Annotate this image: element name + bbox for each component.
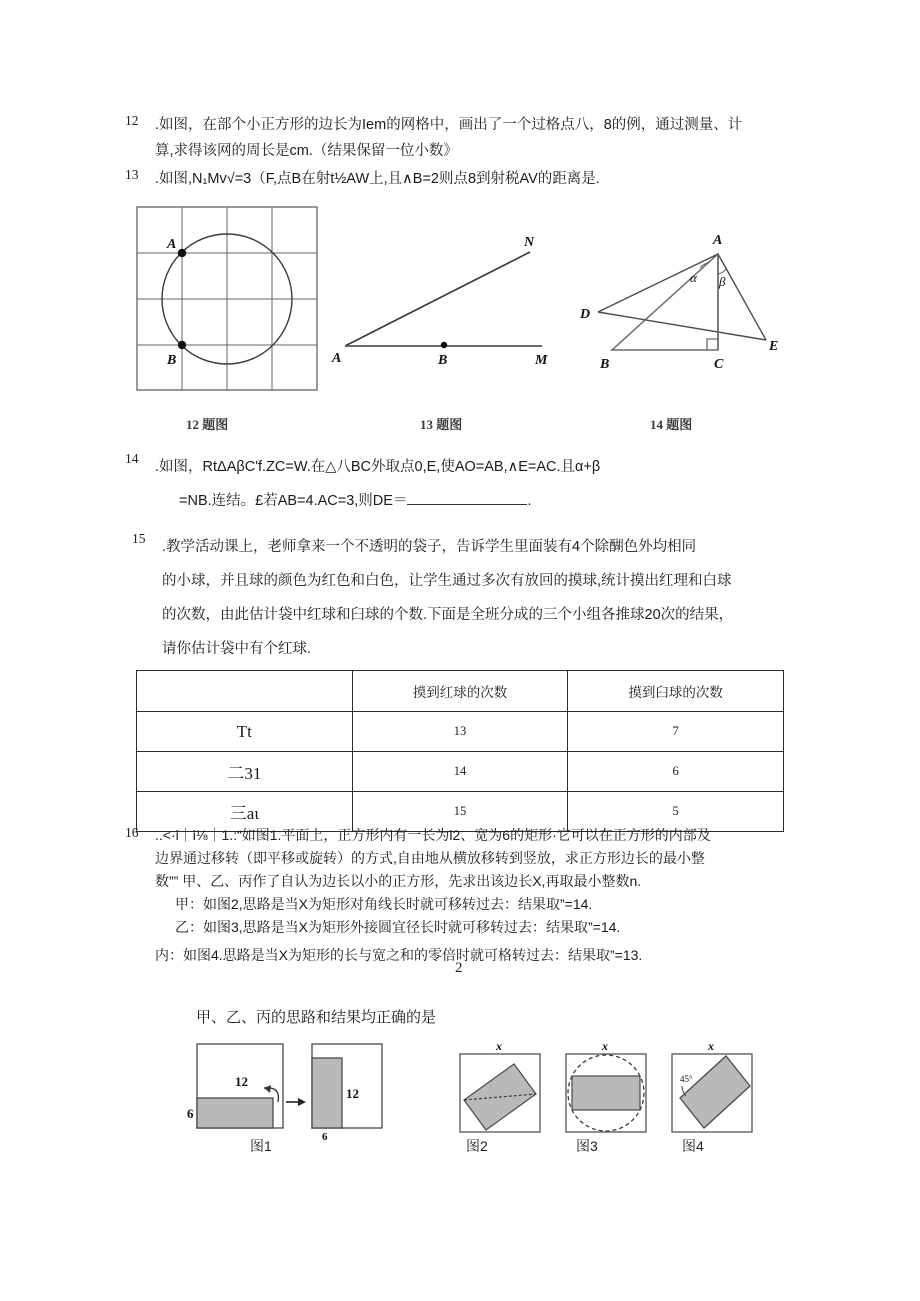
figure-14-label-C: C xyxy=(714,357,724,372)
figure-4-caption: 图4 xyxy=(682,1138,704,1154)
question-15-number: 15 xyxy=(132,531,146,546)
figure-1-caption: 图1 xyxy=(250,1138,272,1154)
table-row-3-red: 15 xyxy=(352,792,568,832)
figure-14-label-B: B xyxy=(600,357,610,372)
table-row-1-label: Tt xyxy=(137,712,353,752)
question-16-final-line: 甲、乙、丙的思路和结果均正确的是 xyxy=(196,1009,437,1026)
table-row-1-white: 7 xyxy=(568,712,784,752)
question-16-yi-line: 乙：如图3,思路是当X为矩形外接圆宜径长时就可移转过去：结果取”=14. xyxy=(175,919,621,935)
question-16-line-3: 数”” 甲、乙、丙作了自认为边长以小的正方形，先求出该边长X,再取最小整数n. xyxy=(155,873,642,889)
question-15-line-4: 请你估计袋中有个红球. xyxy=(162,641,312,657)
figure-13-label-M: M xyxy=(535,353,548,368)
table-row xyxy=(137,712,784,752)
figure-13-rays xyxy=(332,228,562,368)
question-14-text xyxy=(155,450,600,518)
figure-14-angle-alpha: α xyxy=(690,270,697,285)
question-15-line-1: .教学活动课上，老师拿来一个不透明的袋子，告诉学生里面装有4个除醐色外均相同 xyxy=(162,539,697,555)
table-header-white: 摸到臼球的次数 xyxy=(568,671,784,712)
question-12-line-2: 算,求得该网的周长是cm.（结果保留一位小数》 xyxy=(155,143,458,159)
figure-1-right-length-label: 12 xyxy=(346,1086,359,1101)
question-13-text xyxy=(155,166,600,192)
question-13 xyxy=(125,166,825,192)
figure-14-label-E: E xyxy=(769,339,779,354)
question-15 xyxy=(132,530,862,666)
question-14 xyxy=(125,450,845,518)
question-16-text xyxy=(155,824,711,939)
figure-4-angle-label: 45° xyxy=(680,1074,693,1084)
figure-13-label-N: N xyxy=(524,235,535,250)
question-14-line-2-wrap xyxy=(155,484,600,518)
figure-13-label-A: A xyxy=(332,351,342,366)
table-row-2-white: 6 xyxy=(568,752,784,792)
figure-2-side-label: x xyxy=(496,1039,502,1053)
question-14-answer-blank[interactable] xyxy=(407,491,527,505)
figure-2-tilted-rect-diagonal xyxy=(452,1038,552,1136)
question-16-number: 16 xyxy=(125,825,139,840)
table-row-3-white: 5 xyxy=(568,792,784,832)
figure-13-caption: 13 题图 xyxy=(420,417,463,432)
ball-draw-results-table xyxy=(136,670,784,832)
question-12-number: 12 xyxy=(125,113,139,128)
figure-2-caption: 图2 xyxy=(466,1138,488,1154)
question-16-line-2: 边界通过移转（即平移或旋转）的方式,自由地从横放移转到竖放，求正方形边长的最小整 xyxy=(155,850,705,866)
table-header-red: 摸到红球的次数 xyxy=(352,671,568,712)
question-15-line-2: 的小球，并且球的颜色为红色和白色，让学生通过多次有放回的摸球,统计摸出红理和白球 xyxy=(162,573,732,589)
figure-1-width-label: 6 xyxy=(187,1106,194,1121)
figure-3-caption: 图3 xyxy=(576,1138,598,1154)
question-16 xyxy=(125,824,885,939)
question-14-line-1: .如图，RtΔAβC'f.ZC=W.在△八BC外取点0,E,使AO=AB,∧E=AC.且α+β xyxy=(155,459,601,475)
figure-12-label-B: B xyxy=(167,353,177,368)
question-14-period: . xyxy=(527,493,532,509)
table-row-2-label: 二31 xyxy=(137,752,353,792)
table-row-3-label: 三aι xyxy=(137,792,353,832)
question-14-line-2: =NB.连结。£若AB=4.AC=3,则DE＝ xyxy=(179,493,408,509)
figure-12-grid-circle xyxy=(136,206,318,391)
figure-4-side-label: x xyxy=(708,1039,714,1053)
figure-14-label-D: D xyxy=(580,307,591,322)
table-header-row xyxy=(137,671,784,712)
question-15-line-3: 的次数，由此估计袋中红球和臼球的个数.下面是全班分成的三个小组各推球20次的结果， xyxy=(162,607,734,623)
table-row-1-red: 13 xyxy=(352,712,568,752)
table-row-2-red: 14 xyxy=(352,752,568,792)
question-14-number: 14 xyxy=(125,451,139,466)
question-12 xyxy=(125,112,825,164)
figure-1-right-width-label: 6 xyxy=(322,1131,328,1143)
question-16-bing-line: 内：如图4.思路是当X为矩形的长与宽之和的零倍时就可格转过去：结果取”=13. xyxy=(155,947,643,963)
table-row xyxy=(137,752,784,792)
figure-3-side-label: x xyxy=(602,1039,608,1053)
figure-14-triangles xyxy=(570,222,805,382)
figure-14-angle-beta: β xyxy=(719,274,726,289)
question-16-jia-line: 甲：如图2,思路是当X为矩形对角线长时就可移转过去：结果取”=14. xyxy=(175,896,593,912)
figure-13-label-B: B xyxy=(438,353,448,368)
question-12-line-1: .如图，在部个小正方形的边长为Iem的网格中，画出了一个过格点八，8的例，通过测量、计 xyxy=(155,117,743,133)
figure-1-length-label: 12 xyxy=(235,1074,248,1089)
question-13-number: 13 xyxy=(125,167,139,182)
figure-12-label-A: A xyxy=(167,237,177,252)
figure-3-circumscribed-circle xyxy=(558,1038,658,1136)
figure-14-label-A: A xyxy=(713,233,723,248)
question-15-text xyxy=(162,530,733,666)
table-header-empty xyxy=(137,671,353,712)
question-16-superscript: 2 xyxy=(455,960,463,976)
question-13-line-1: .如图,N₁Mv√=3（F,点B在射t½AW上,且∧B=2则点8到射税AV的距离是. xyxy=(155,171,600,187)
figure-14-caption: 14 题图 xyxy=(650,417,693,432)
question-16-line-1: ..<·i｜i⅛｜1.:“如图1.平面上，正方形内有一长为l2、宽为6的矩形·它可以在正方形的内部及 xyxy=(155,827,711,843)
figure-1-square-rect-move xyxy=(186,1040,386,1143)
figure-4-rotated-45 xyxy=(664,1038,764,1136)
question-12-text xyxy=(155,112,742,164)
figure-12-caption: 12 题图 xyxy=(186,417,229,432)
